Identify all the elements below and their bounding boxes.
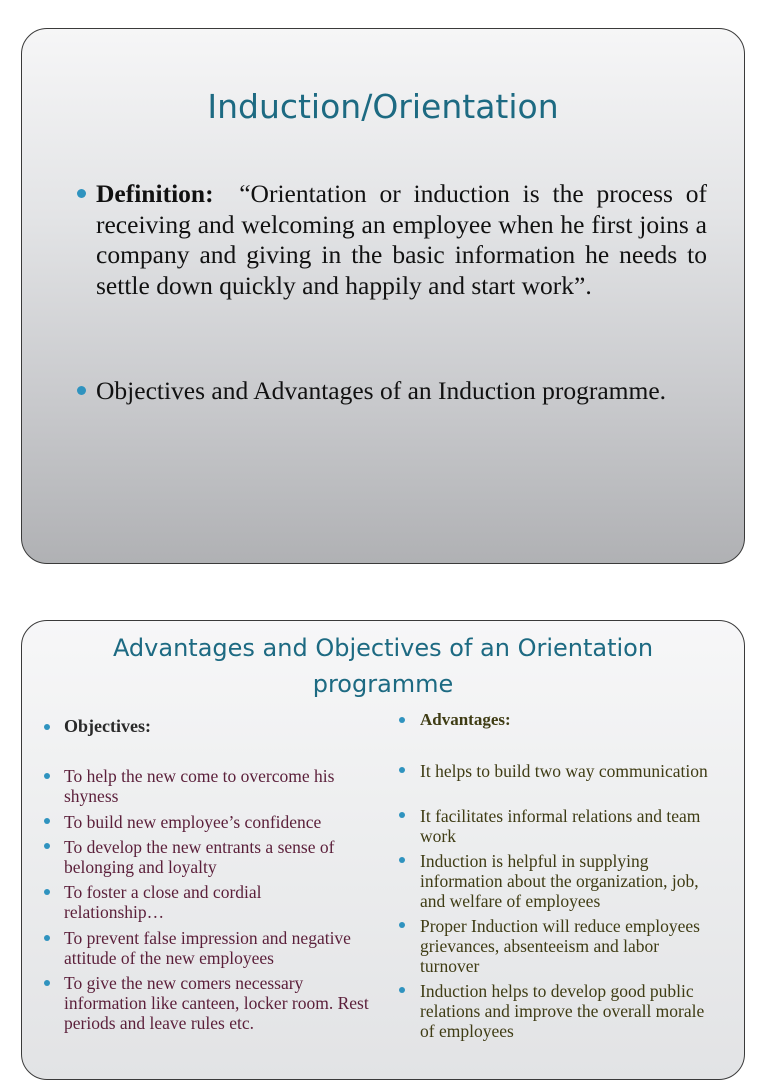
objective-item: To give the new comers necessary information like canteen, locker room. Rest periods and leave rules etc. bbox=[64, 973, 369, 1033]
bullet-icon bbox=[44, 980, 50, 986]
bullet-icon bbox=[77, 189, 86, 198]
advantage-item: Induction is helpful in supplying information about the organization, job, and welfare of employees bbox=[420, 851, 699, 911]
advantage-item: It facilitates informal relations and team work bbox=[420, 806, 701, 846]
advantage-item: Induction helps to develop good public relations and improve the overall morale of employees bbox=[420, 981, 705, 1041]
bullet-icon bbox=[399, 717, 405, 723]
advantage-item: It helps to build two way communication bbox=[420, 761, 708, 781]
objective-item: To develop the new entrants a sense of belonging and loyalty bbox=[64, 837, 335, 877]
objectives-paragraph bbox=[96, 376, 707, 407]
bullet-icon bbox=[44, 843, 50, 849]
bullet-icon bbox=[44, 773, 50, 779]
bullet-icon bbox=[399, 987, 405, 993]
slide-advantages-objectives bbox=[21, 620, 745, 1080]
objectives-heading: Objectives: bbox=[64, 716, 151, 736]
bullet-icon bbox=[399, 922, 405, 928]
slide-induction-orientation bbox=[21, 28, 745, 564]
advantage-item: Proper Induction will reduce employees grievances, absenteeism and labor turnover bbox=[420, 916, 700, 976]
bullet-icon bbox=[44, 889, 50, 895]
slide-title-line2: programme bbox=[312, 670, 454, 698]
objective-item: To foster a close and cordial relationship… bbox=[64, 882, 262, 922]
slide-title: Induction/Orientation bbox=[207, 87, 559, 126]
definition-text: “Orientation or induction is the process of receiving and welcoming an employee when he first joins a company and giving in the basic information he needs to settle down quickly and happily and start work”. bbox=[96, 179, 707, 300]
advantages-heading: Advantages: bbox=[420, 710, 511, 729]
definition-paragraph bbox=[96, 179, 707, 301]
objective-item: To help the new come to overcome his shyness bbox=[64, 766, 335, 806]
bullet-icon bbox=[44, 935, 50, 941]
objective-item: To prevent false impression and negative attitude of the new employees bbox=[64, 928, 351, 968]
definition-label: Definition: bbox=[96, 179, 214, 208]
bullet-icon bbox=[399, 767, 405, 773]
bullet-icon bbox=[77, 386, 86, 395]
objective-item: To build new employee’s confidence bbox=[64, 812, 322, 832]
bullet-icon bbox=[399, 812, 405, 818]
bullet-icon bbox=[44, 818, 50, 824]
slide-title bbox=[22, 630, 744, 702]
slide-title-line1: Advantages and Objectives of an Orientation bbox=[112, 634, 654, 662]
objectives-text: Objectives and Advantages of an Induction programme. bbox=[96, 376, 667, 405]
bullet-icon bbox=[44, 724, 50, 730]
bullet-icon bbox=[399, 857, 405, 863]
